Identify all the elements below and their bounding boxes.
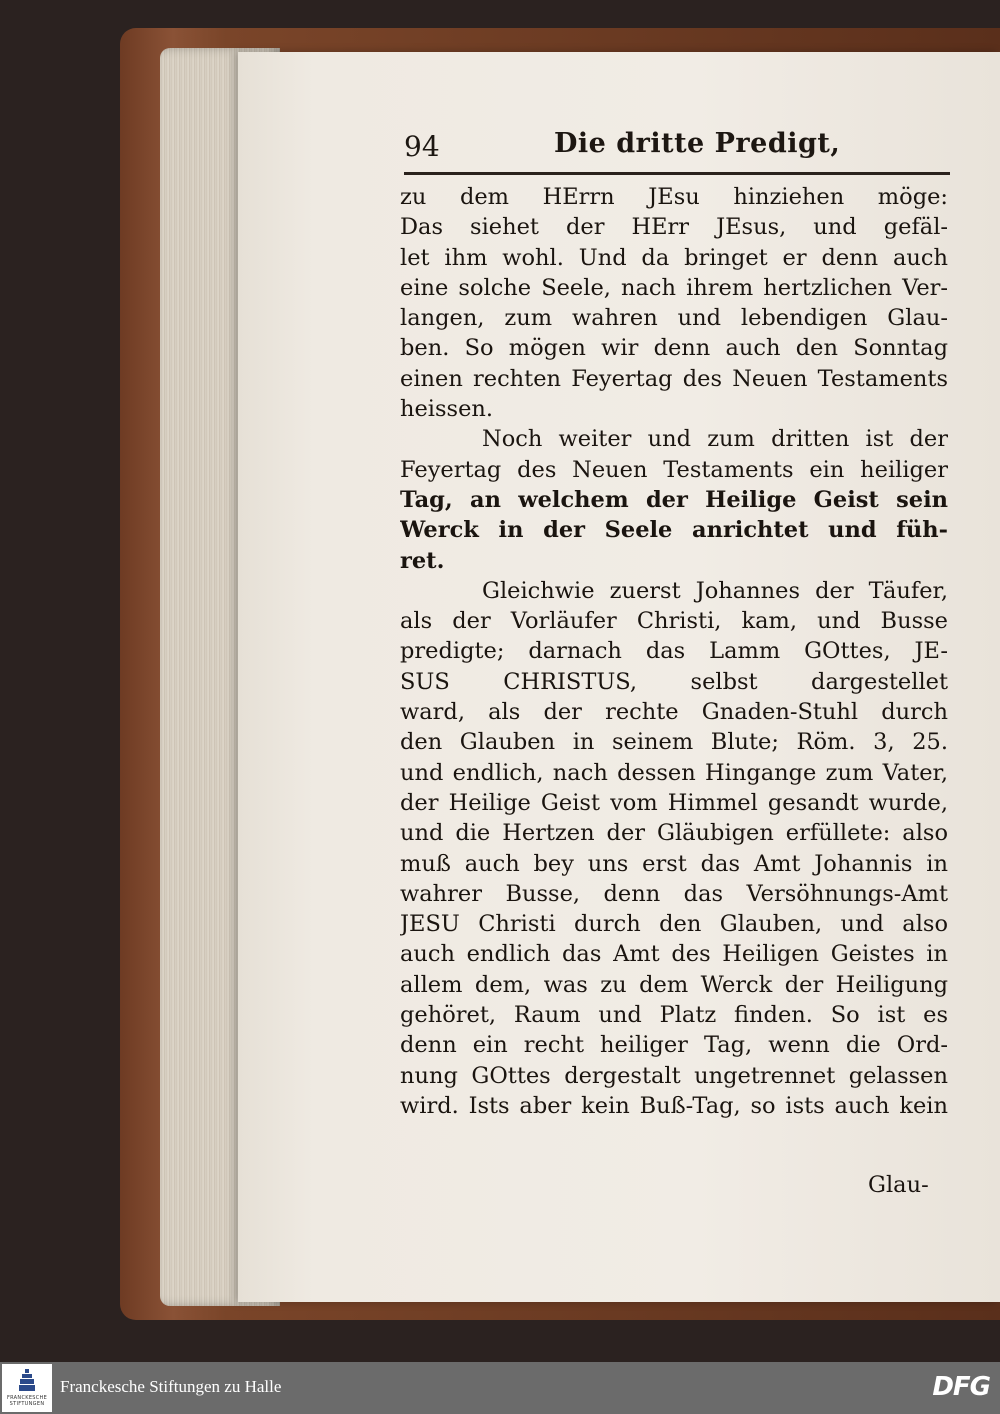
- text-line: Noch weiter und zum dritten ist der: [482, 426, 948, 453]
- text-line: als der Vorläufer Christi, kam, und Busse: [400, 608, 948, 635]
- text-line: wahrer Busse, denn das Versöhnungs-Amt: [400, 880, 948, 907]
- text-line: den Glauben in seinem Blute; Röm. 3, 25.: [400, 729, 948, 756]
- page-number: 94: [404, 130, 440, 163]
- logo-text: FRANCKESCHE STIFTUNGEN: [6, 1395, 48, 1407]
- text-line: predigte; darnach das Lamm GOttes, JE-: [400, 638, 948, 665]
- text-line: heissen.: [400, 396, 494, 423]
- francke-logo[interactable]: [2, 1364, 52, 1412]
- text-line: und die Hertzen der Gläubigen erfüllete: also: [400, 820, 948, 847]
- text-line: nung GOttes dergestalt ungetrennet gelassen: [400, 1062, 948, 1089]
- running-head: Die dritte Predigt,: [554, 128, 841, 159]
- text-line: ben. So mögen wir denn auch den Sonntag: [400, 335, 948, 362]
- footer-bar: [0, 1362, 1000, 1414]
- francke-emblem-icon: [19, 1369, 35, 1391]
- text-line: einen rechten Feyertag des Neuen Testaments: [400, 365, 948, 392]
- text-line: muß auch bey uns erst das Amt Johannis in: [400, 850, 948, 877]
- text-line: langen, zum wahren und lebendigen Glau-: [400, 305, 948, 332]
- body-text: [400, 182, 948, 1121]
- page-header: [404, 128, 950, 172]
- text-line: der Heilige Geist vom Himmel gesandt wurde,: [400, 789, 948, 816]
- text-line: zu dem HErrn JEsu hinziehen möge:: [400, 184, 948, 210]
- text-line: ret.: [400, 547, 445, 574]
- text-line: wird. Ists aber kein Buß-Tag, so ists auch kein: [400, 1092, 948, 1119]
- text-line: Tag, an welchem der Heilige Geist sein: [400, 486, 948, 513]
- text-line: gehöret, Raum und Platz finden. So ist es: [400, 1002, 948, 1029]
- text-line: Werck in der Seele anrichtet und füh-: [400, 517, 948, 544]
- text-line: Feyertag des Neuen Testaments ein heiliger: [400, 456, 948, 483]
- text-line: ward, als der rechte Gnaden-Stuhl durch: [400, 699, 948, 726]
- text-line: let ihm wohl. Und da bringet er denn auch: [400, 244, 948, 271]
- catchword: Glau-: [868, 1172, 929, 1198]
- dfg-logo[interactable]: DFG: [932, 1372, 990, 1402]
- text-line: JESU Christi durch den Glauben, und also: [400, 911, 948, 938]
- text-line: allem dem, was zu dem Werck der Heiligung: [400, 971, 948, 998]
- institution-name[interactable]: Franckesche Stiftungen zu Halle: [60, 1377, 282, 1396]
- text-line: und endlich, nach dessen Hingange zum Vater,: [400, 759, 948, 786]
- text-line: Gleichwie zuerst Johannes der Täufer,: [482, 577, 948, 604]
- text-line: eine solche Seele, nach ihrem hertzlichen Ver-: [400, 274, 948, 301]
- text-line: SUS CHRISTUS, selbst dargestellet: [400, 668, 948, 695]
- text-line: auch endlich das Amt des Heiligen Geistes in: [400, 941, 948, 968]
- text-line: denn ein recht heiliger Tag, wenn die Ord-: [400, 1032, 948, 1059]
- text-line: Das siehet der HErr JEsus, und gefäl-: [400, 214, 948, 241]
- header-rule: [404, 172, 950, 175]
